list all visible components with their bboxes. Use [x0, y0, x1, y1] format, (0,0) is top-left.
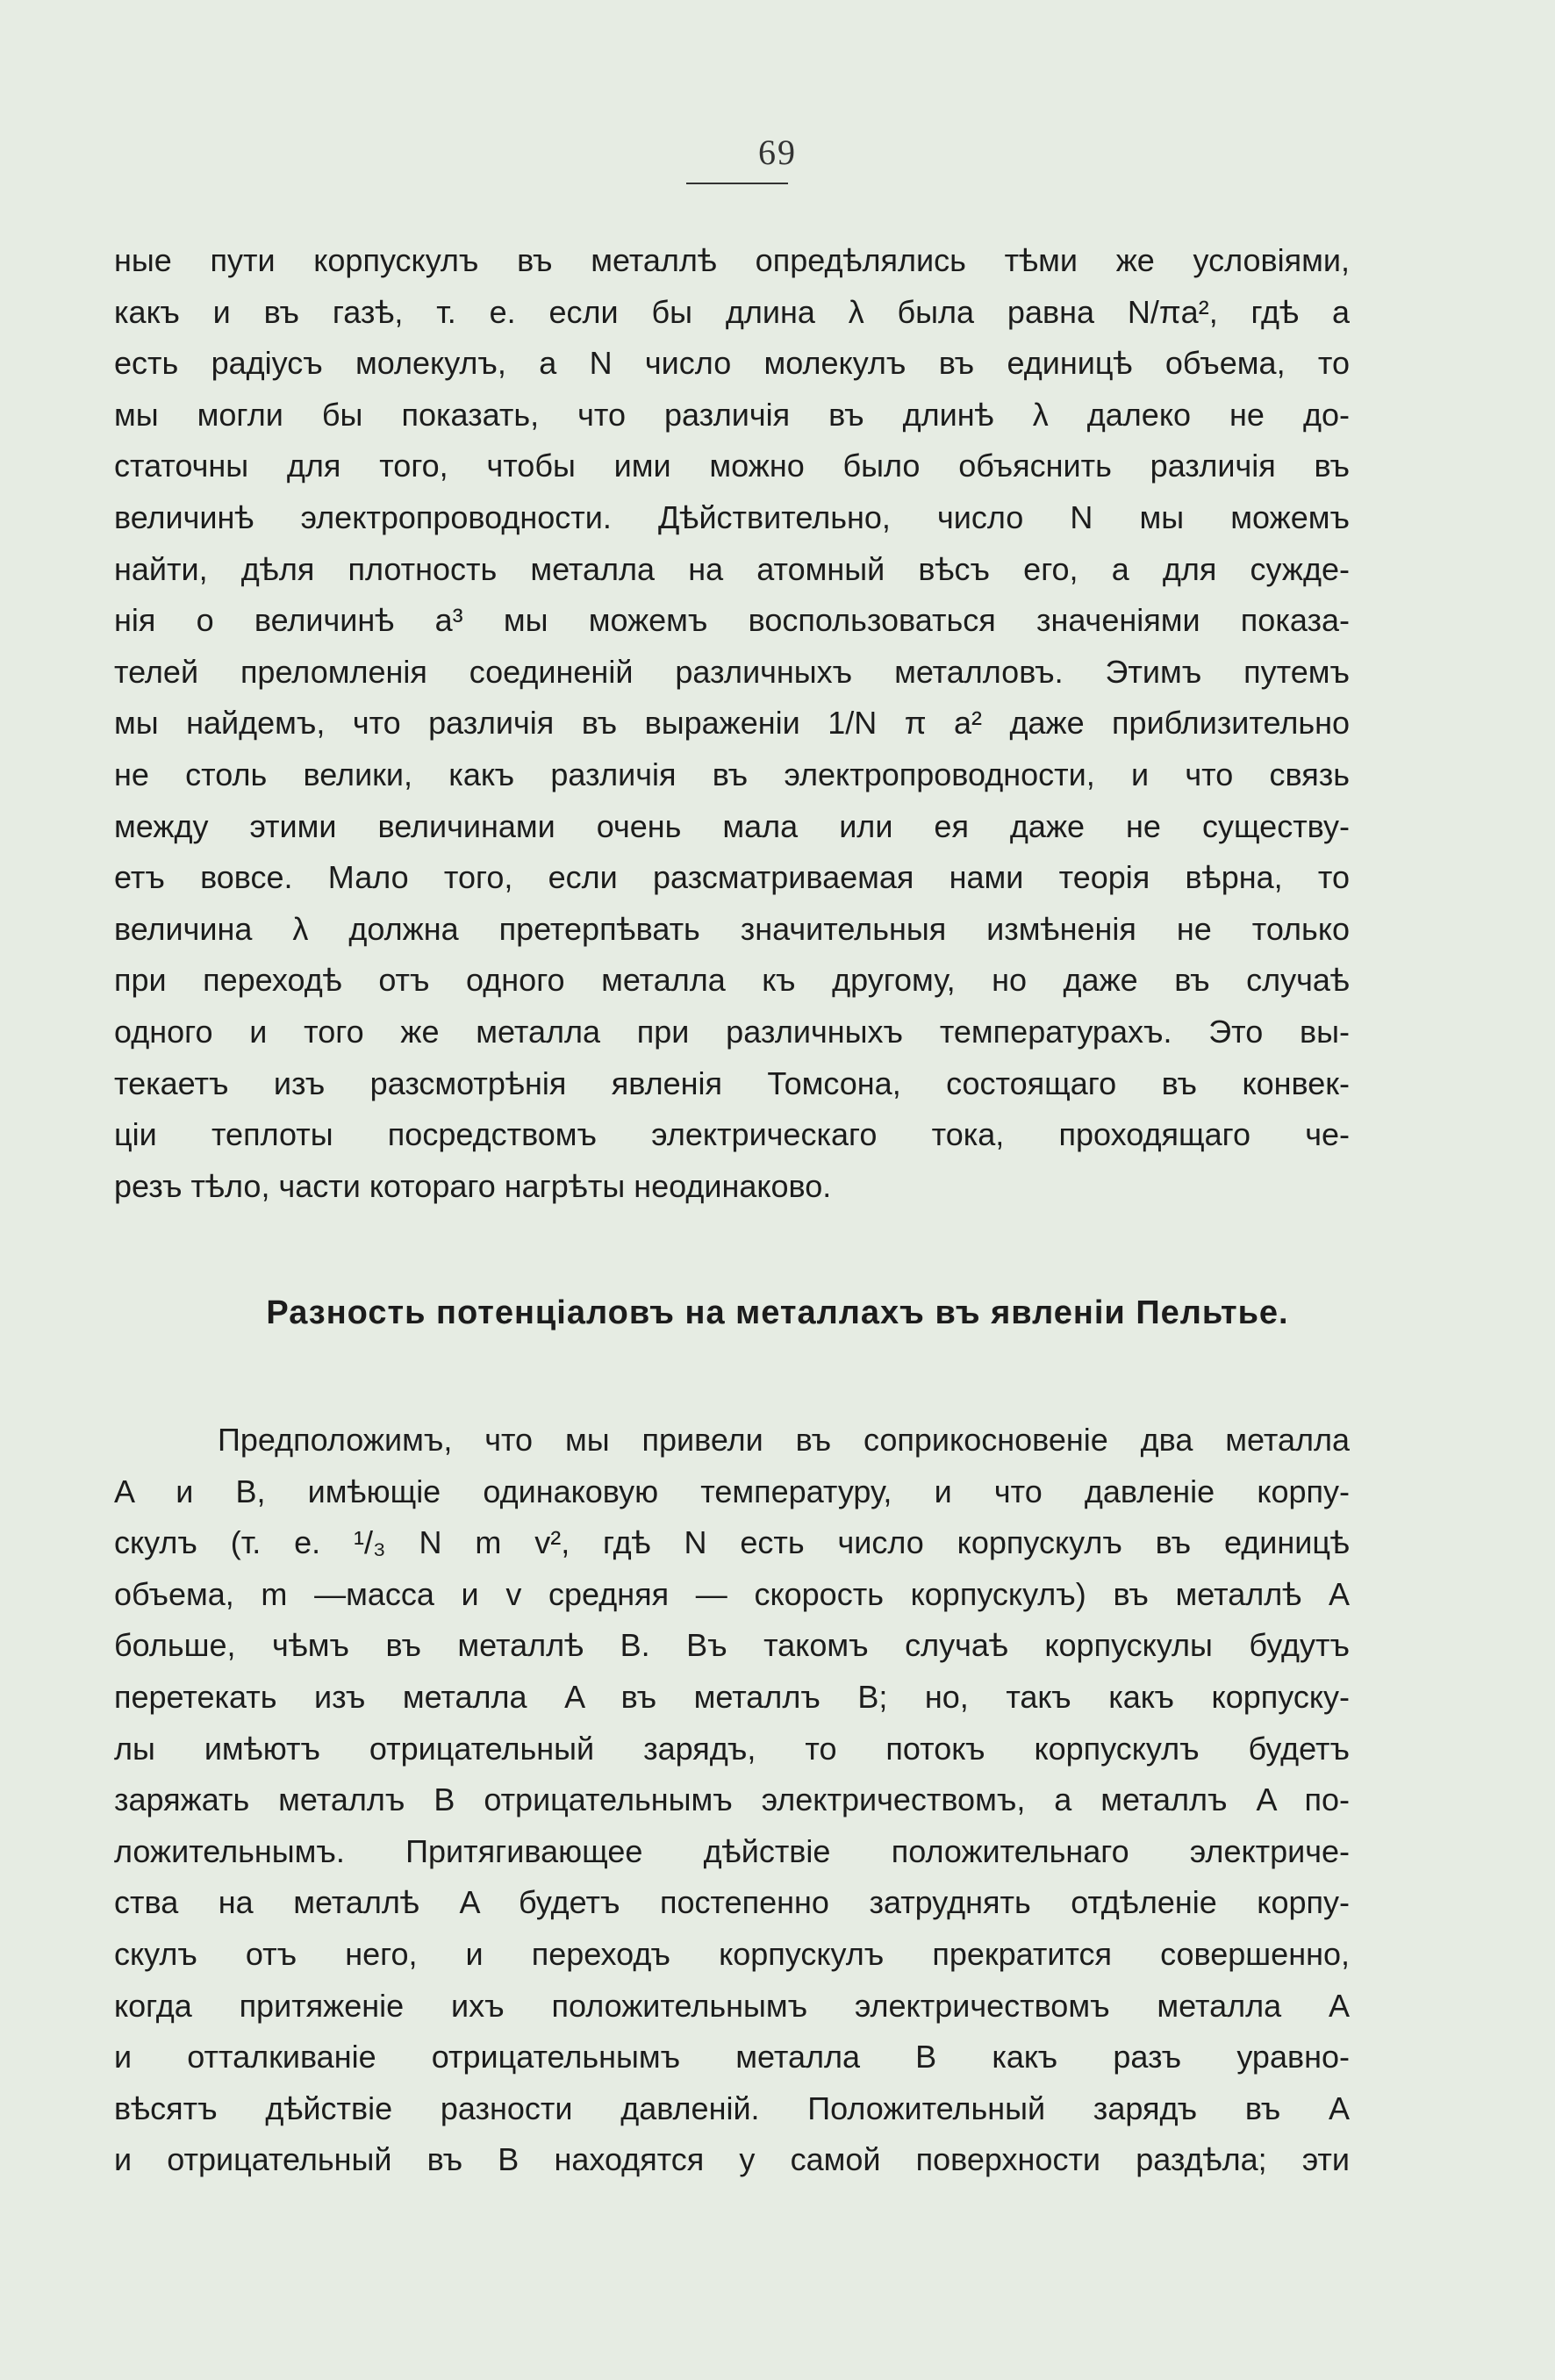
text-line: когда притяженіе ихъ положительнымъ электричествомъ металла A	[114, 1987, 1350, 2024]
text-line: резъ тѣло, части котораго нагрѣты неодинаково.	[114, 1167, 832, 1204]
text-line: величинѣ электропроводности. Дѣйствительно, число N мы можемъ	[114, 498, 1350, 535]
text-line: телей преломленія соединеній различныхъ металловъ. Этимъ путемъ	[114, 653, 1350, 690]
text-line: найти, дѣля плотность металла на атомный вѣсъ его, а для сужде-	[114, 550, 1350, 587]
paragraph-2	[114, 1415, 1350, 2186]
page-number: 69	[758, 133, 797, 172]
text-line: величина λ должна претерпѣвать значительныя измѣненія не только	[114, 910, 1350, 947]
paragraph-1	[114, 235, 1350, 1212]
text-line: при переходѣ отъ одного металла къ другому, но даже въ случаѣ	[114, 962, 1350, 999]
text-line: мы могли бы показать, что различія въ длинѣ λ далеко не до-	[114, 396, 1350, 433]
text-line: Предположимъ, что мы привели въ соприкосновеніе два металла	[218, 1422, 1350, 1458]
text-line: вѣсятъ дѣйствіе разности давленій. Положительный зарядъ въ A	[114, 2090, 1350, 2126]
text-line: объема, m —масса и v средняя — скорость корпускулъ) въ металлѣ A	[114, 1575, 1350, 1612]
page-number-rule	[686, 183, 788, 184]
text-line: ства на металлѣ A будетъ постепенно затруднять отдѣленіе корпу-	[114, 1884, 1350, 1921]
text-line: нія о величинѣ a³ мы можемъ воспользоваться значеніями показа-	[114, 602, 1350, 639]
text-line: между этими величинами очень мала или ея даже не существу-	[114, 807, 1350, 844]
text-line: какъ и въ газѣ, т. е. если бы длина λ была равна N/πa², гдѣ a	[114, 293, 1350, 330]
text-line: текаетъ изъ разсмотрѣнія явленія Томсона, состоящаго въ конвек-	[114, 1065, 1350, 1101]
text-line: одного и того же металла при различныхъ температурахъ. Это вы-	[114, 1013, 1350, 1050]
text-line: есть радіусъ молекулъ, а N число молекулъ въ единицѣ объема, то	[114, 345, 1350, 382]
text-line: больше, чѣмъ въ металлѣ B. Въ такомъ случаѣ корпускулы будутъ	[114, 1627, 1350, 1664]
text-line: заряжать металлъ B отрицательнымъ электричествомъ, а металлъ A по-	[114, 1781, 1350, 1818]
text-line: ціи теплоты посредствомъ электрическаго тока, проходящаго че-	[114, 1116, 1350, 1153]
text-line: перетекать изъ металла A въ металлъ B; но, такъ какъ корпуску-	[114, 1678, 1350, 1715]
text-line: A и B, имѣющіе одинаковую температуру, и что давленіе корпу-	[114, 1473, 1350, 1509]
text-line: мы найдемъ, что различія въ выраженіи 1/N π a² даже приблизительно	[114, 705, 1350, 742]
text-line: и отталкиваніе отрицательнымъ металла B какъ разъ уравно-	[114, 2039, 1350, 2075]
text-line: не столь велики, какъ различія въ электропроводности, и что связь	[114, 756, 1350, 792]
text-line: лы имѣютъ отрицательный зарядъ, то потокъ корпускулъ будетъ	[114, 1730, 1350, 1767]
section-heading: Разность потенціаловъ на металлахъ въ явленіи Пельтье.	[266, 1294, 1289, 1331]
text-line: етъ вовсе. Мало того, если разсматриваемая нами теорія вѣрна, то	[114, 859, 1350, 896]
text-line: скулъ отъ него, и переходъ корпускулъ прекратится совершенно,	[114, 1935, 1350, 1972]
text-line: и отрицательный въ B находятся у самой поверхности раздѣла; эти	[114, 2141, 1350, 2178]
text-line: статочны для того, чтобы ими можно было объяснить различія въ	[114, 448, 1350, 484]
text-line: скулъ (т. е. ¹/₃ N m v², гдѣ N есть число корпускулъ въ единицѣ	[114, 1524, 1350, 1561]
text-line: ложительнымъ. Притягивающее дѣйствіе положительнаго электриче-	[114, 1832, 1350, 1869]
text-line: ные пути корпускулъ въ металлѣ опредѣлялись тѣми же условіями,	[114, 242, 1350, 278]
